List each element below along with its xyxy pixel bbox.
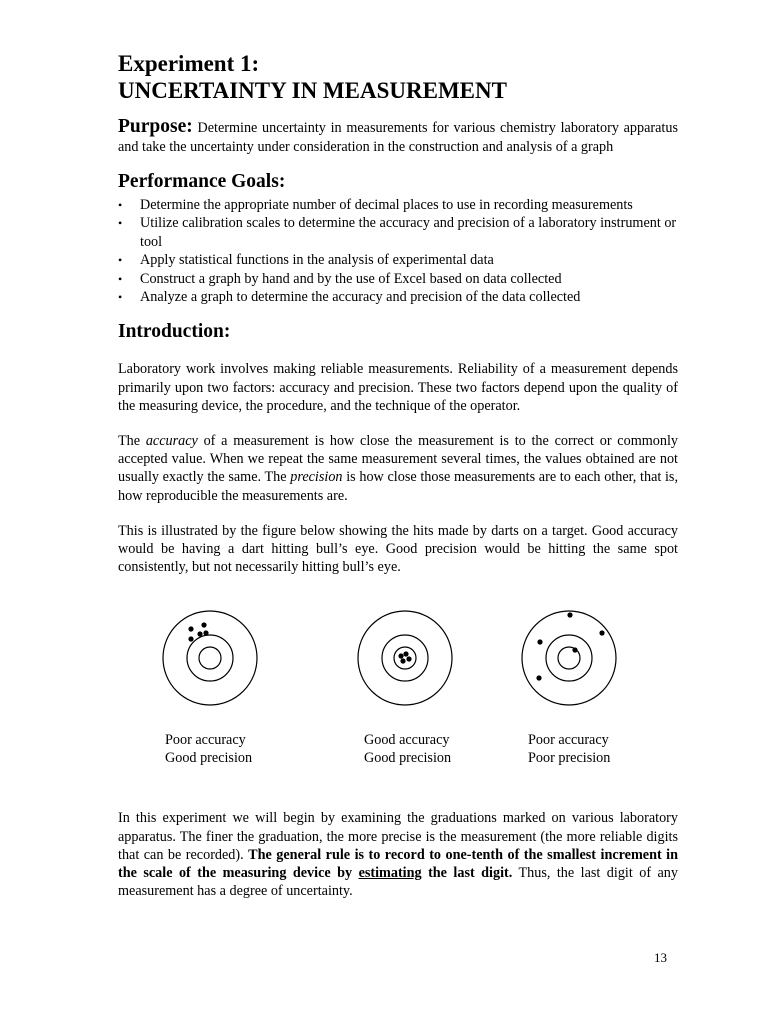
list-item: • Utilize calibration scales to determine the accuracy and precision of a laboratory instrument or tool [118, 215, 677, 250]
accuracy-term: accuracy [145, 433, 198, 450]
page-title [118, 50, 678, 104]
bullet-icon: • [118, 290, 123, 305]
target-poor-accuracy-good-precision [163, 611, 257, 705]
bullet-icon: • [118, 216, 123, 231]
caption-target-2: Good accuracy Good precision [364, 732, 452, 767]
performance-goals-heading: Performance Goals: [118, 171, 286, 192]
intro-paragraph-1: Laboratory work involves making reliable measurements. Reliability of a measurement depends primarily upon two factors: accuracy and precision. These two factors depend upon the quality of the measuring device, the procedure, and the technique of the operator. [118, 361, 678, 414]
dartboard-diagram [118, 600, 678, 730]
list-item: • Determine the appropriate number of decimal places to use in recording measurements [118, 197, 633, 213]
list-item: • Construct a graph by hand and by the use of Excel based on data collected [118, 270, 562, 287]
target-poor-accuracy-poor-precision [522, 611, 616, 705]
intro-paragraph-3: This is illustrated by the figure below showing the hits made by darts on a target. Good accuracy would be having a dart hitting bull’s eye. Good precision would be hitting the same spot consistently, but not necessarily hitting bull’s eye. [118, 522, 678, 576]
title-line-1: Experiment 1: [118, 51, 260, 76]
document-page [118, 50, 678, 900]
purpose-text: Determine uncertainty in measurements for various chemistry laboratory apparatus and take the uncertainty under consideration in the construction and analysis of a graph [118, 120, 678, 155]
purpose-heading: Purpose: [118, 116, 193, 137]
bullet-icon: • [118, 198, 123, 212]
precision-term: precision [290, 469, 343, 486]
page-number: 13 [654, 950, 667, 965]
bullet-icon: • [118, 253, 123, 268]
dartboard-figure [118, 600, 678, 792]
intro-paragraph-2: The accuracy of a measurement is how close the measurement is to the correct or commonly accepted value. When we repeat the same measurement several times, the values obtained are not usually exactly the same. The precision is how close those measurements are to each other, that is, how reproducible the measurements are. [118, 433, 679, 504]
bullet-icon: • [118, 271, 123, 286]
list-item: • Analyze a graph to determine the accuracy and precision of the data collected [118, 289, 581, 306]
target-good-accuracy-good-precision [358, 611, 452, 705]
closing-paragraph: In this experiment we will begin by examining the graduations marked on various laboratory apparatus. The finer the graduation, the more precise is the measurement (the more reliable digits that can be recorded). The general rule is to record to one-tenth of the smallest increment in the scale of the measuring device by estimating the last digit. Thus, the last digit of any measurement has a degree of uncertainty. [118, 810, 679, 900]
caption-target-3: Poor accuracy Poor precision [528, 732, 611, 767]
dart-hits [398, 652, 411, 664]
list-item: • Apply statistical functions in the analysis of experimental data [118, 252, 494, 269]
purpose-section [118, 118, 678, 156]
caption-target-1: Poor accuracy Good precision [165, 732, 253, 767]
estimating-term: estimating [358, 865, 422, 882]
title-line-2: UNCERTAINTY IN MEASUREMENT [118, 78, 507, 103]
introduction-heading: Introduction: [118, 321, 231, 343]
performance-goals-list [118, 196, 678, 306]
general-rule-text: The general rule is to record to one-tenth of the smallest increment in the scale of the measuring device by [118, 846, 679, 882]
